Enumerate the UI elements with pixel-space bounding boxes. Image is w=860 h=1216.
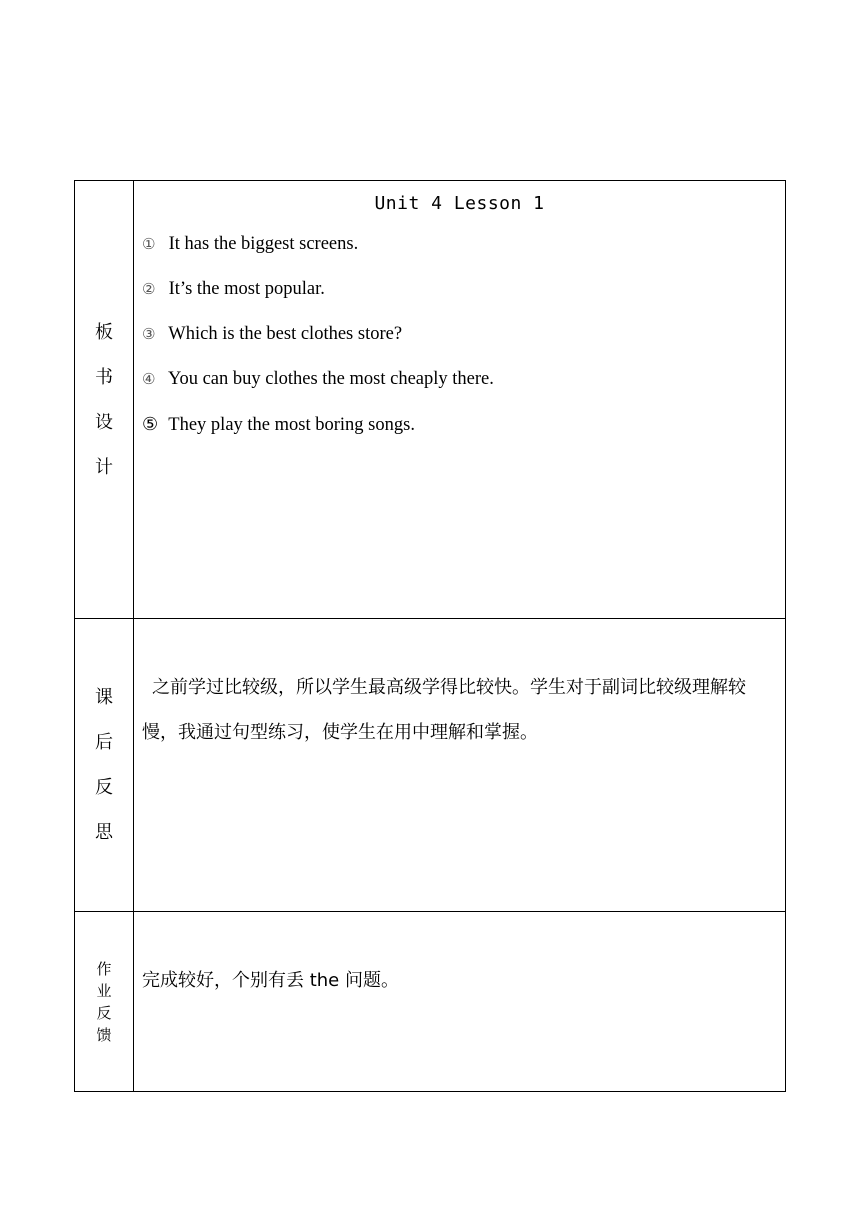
item-number: ③	[142, 325, 156, 343]
reflection-content	[134, 619, 786, 912]
board-sentence-list	[134, 222, 785, 447]
item-text: It has the biggest screens.	[168, 234, 359, 254]
label-char: 作	[96, 959, 112, 978]
item-number: ②	[142, 280, 156, 298]
list-item	[142, 222, 785, 267]
homework-feedback-row	[75, 912, 786, 1092]
label-char: 板	[95, 321, 113, 343]
label-char: 书	[95, 366, 113, 388]
lesson-plan-table	[74, 180, 786, 1092]
board-design-content	[134, 181, 786, 619]
homework-feedback-label	[75, 958, 133, 1046]
reflection-label-cell	[75, 619, 134, 912]
reflection-row	[75, 619, 786, 912]
reflection-label	[75, 675, 133, 855]
board-design-label	[75, 310, 133, 490]
label-char: 课	[95, 687, 113, 708]
item-text: You can buy clothes the most cheaply there.	[167, 369, 494, 389]
item-text: Which is the best clothes store?	[168, 324, 403, 344]
list-item	[142, 357, 785, 402]
item-text: It’s the most popular.	[168, 279, 325, 299]
board-title: Unit 4 Lesson 1	[374, 193, 545, 214]
list-item	[142, 312, 785, 357]
label-char: 馈	[96, 1025, 112, 1044]
label-char: 反	[96, 1003, 112, 1022]
homework-feedback-content	[134, 912, 786, 1092]
list-item	[142, 267, 785, 312]
reflection-text: 之前学过比较级，所以学生最高级学得比较快。学生对于副词比较级理解较慢，我通过句型练习，使学生在用中理解和掌握。	[142, 677, 746, 743]
item-text: They play the most boring songs.	[168, 415, 415, 435]
homework-feedback-text: 完成较好，个别有丢 the 问题。	[142, 970, 399, 991]
item-number: ①	[142, 235, 156, 253]
item-number: ⑤	[142, 414, 159, 435]
label-char: 思	[95, 822, 113, 843]
label-char: 设	[95, 411, 113, 433]
board-design-label-cell	[75, 181, 134, 619]
item-number: ④	[142, 370, 156, 388]
list-item	[142, 402, 785, 447]
label-char: 业	[96, 981, 112, 1000]
label-char: 后	[95, 732, 113, 753]
label-char: 计	[95, 456, 113, 478]
board-design-row	[75, 181, 786, 619]
homework-feedback-label-cell	[75, 912, 134, 1092]
label-char: 反	[95, 777, 113, 798]
